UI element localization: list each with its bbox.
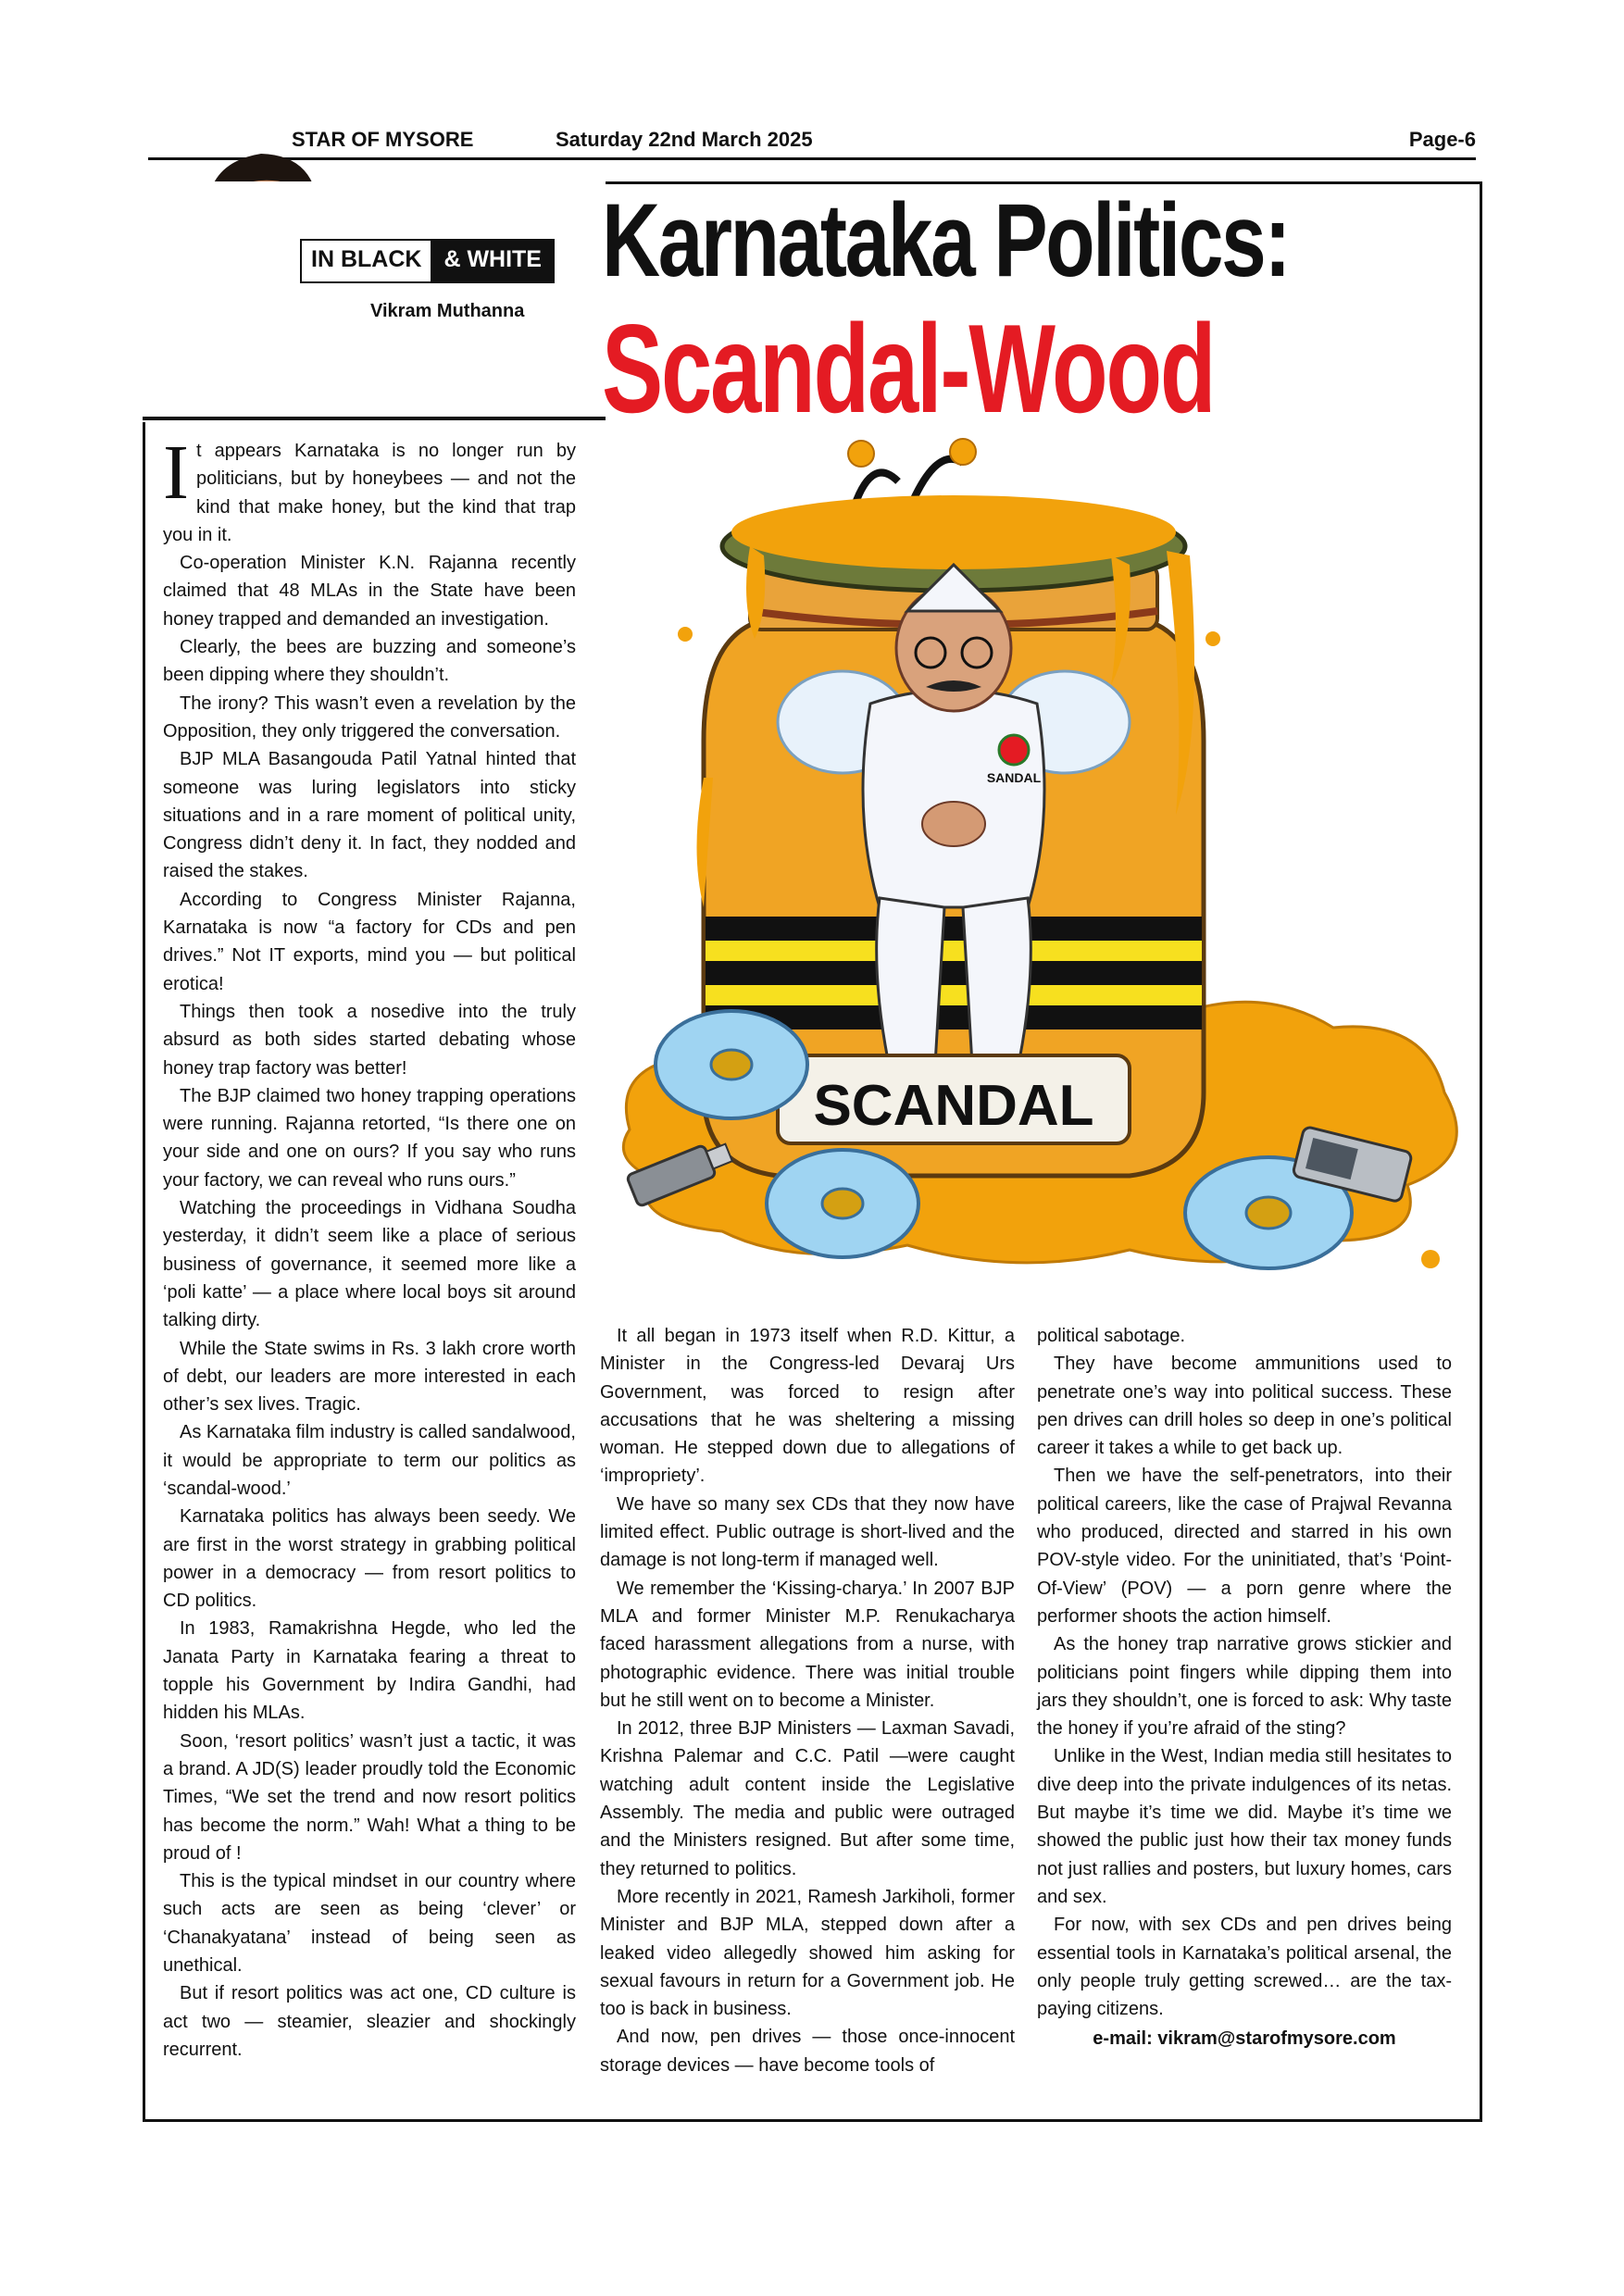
- article-paragraph: Things then took a nosedive into the truly absurd as both sides started debating whose honey trap factory was better!: [163, 1001, 576, 1079]
- article-paragraph: More recently in 2021, Ramesh Jarkiholi, former Minister and BJP MLA, stepped down after a leaked video allegedly showed him asking for sexual favours in return for a Government job. He too is back in business.: [600, 1886, 1015, 2020]
- author-byline: Vikram Muthanna: [370, 301, 525, 321]
- article-paragraph: Then we have the self-penetrators, into their political careers, like the case of Prajwal Revanna who produced, directed and starred in his own POV-style video. For the uninitiated, that’s ‘Point-Of-View’ (POV) — a porn genre where the performer shoots the action himself.: [1037, 1466, 1452, 1627]
- article-paragraph: We remember the ‘Kissing-charya.’ In 2007 BJP MLA and former Minister M.P. Renukacharya faced harassment allegations from a nurse, with photographic evidence. There was initial trouble but he still went on to become a Minister.: [600, 1578, 1015, 1711]
- article-paragraph: The BJP claimed two honey trapping operations were running. Rajanna retorted, “Is there one on your side and one on ours? If you say who runs your factory, we can reveal who runs ours.”: [163, 1085, 576, 1191]
- column-tag-light: IN BLACK: [302, 241, 434, 281]
- page-number: Page-6: [1408, 128, 1476, 151]
- article-paragraph: According to Congress Minister Rajanna, Karnataka is now “a factory for CDs and pen drives.” Not IT exports, mind you — but political erotica!: [163, 889, 576, 994]
- article-paragraph: They have become ammunitions used to penetrate one’s way into political success. These pen drives can drill holes so deep in one’s political career it takes a while to get back up.: [1037, 1354, 1452, 1459]
- article-paragraph: But if resort politics was act one, CD culture is act two — steamier, sleazier and shockingly recurrent.: [163, 1983, 576, 2060]
- column-tag-dark: & WHITE: [434, 241, 553, 281]
- article-paragraph: Unlike in the West, Indian media still hesitates to dive deep into the private indulgences of its netas. But maybe it’s time we did. Maybe it’s time we showed the public just how their tax money funds not just rallies and posters, but luxury homes, cars and sex.: [1037, 1746, 1452, 1907]
- article-paragraph: For now, with sex CDs and pen drives being essential tools in Karnataka’s political arsenal, the only people truly getting screwed… are the tax-paying citizens.: [1037, 1915, 1452, 2020]
- article-paragraph: This is the typical mindset in our country where such acts are seen as being ‘clever’ or ‘Chanakyatana’ instead of being seen as unethical.: [163, 1871, 576, 1977]
- article-column-1: [163, 430, 576, 2064]
- author-email: e-mail: vikram@starofmysore.com: [1093, 2028, 1396, 2050]
- headline-line-1: Karnataka Politics:: [602, 182, 1290, 298]
- article-paragraph: Watching the proceedings in Vidhana Soudha yesterday, it didn’t seem like a place of serious business of governance, it seemed more like a ‘poli katte’ — a place where local boys sit around talking dirty.: [163, 1198, 576, 1331]
- publication-name: STAR OF MYSORE: [292, 128, 474, 151]
- jar-label-text: SCANDAL: [813, 1074, 1094, 1138]
- article-column-3: [1037, 1322, 1452, 2053]
- article-paragraph: It appears Karnataka is no longer run by politicians, but by honeybees — and not the kind that make honey, but the kind that trap you in it.: [163, 430, 576, 545]
- drop-cap: I: [163, 430, 189, 516]
- antenna-ball-right: [950, 439, 976, 465]
- cd-disc-left-top: [656, 1011, 807, 1118]
- article-paragraph: In 1983, Ramakrishna Hegde, who led the Janata Party in Karnataka fearing a threat to topple his Government by Indira Gandhi, had hidden his MLAs.: [163, 1618, 576, 1724]
- article-paragraph: The irony? This wasn’t even a revelation by the Opposition, they only triggered the conversation.: [163, 693, 576, 742]
- politician-kurta: [863, 690, 1044, 907]
- cd-disc-left-bottom: [767, 1150, 918, 1257]
- article-paragraph: Co-operation Minister K.N. Rajanna recently claimed that 48 MLAs in the State have been honey trapped and demanded an investigation.: [163, 553, 576, 630]
- article-paragraph: And now, pen drives — those once-innocent storage devices — have become tools of: [600, 2027, 1015, 2076]
- antenna-ball-left: [848, 441, 874, 467]
- article-paragraph: As Karnataka film industry is called sandalwood, it would be appropriate to term our politics as ‘scandal-wood.’: [163, 1422, 576, 1499]
- article-paragraph: Soon, ‘resort politics’ wasn’t just a tactic, it was a brand. A JD(S) leader proudly told the Economic Times, “We set the trend and now resort politics has become the norm.” Wah! What a thing to be proud of !: [163, 1730, 576, 1864]
- article-paragraph: We have so many sex CDs that they now have limited effect. Public outrage is short-lived and the damage is not long-term if managed well.: [600, 1493, 1015, 1571]
- article-paragraph: political sabotage.: [1037, 1326, 1186, 1346]
- honey-jar-cartoon: [593, 426, 1481, 1296]
- article-paragraph: Karnataka politics has always been seedy. We are first in the worst strategy in grabbing political power in a democracy — from resort politics to CD politics.: [163, 1506, 576, 1612]
- article-paragraph: As the honey trap narrative grows stickier and politicians point fingers while dipping them into jars they shouldn’t, one is forced to ask: Why taste the honey if you’re afraid of the sting?: [1037, 1634, 1452, 1740]
- article-column-2: [600, 1322, 1015, 2079]
- column-tag: [300, 239, 555, 283]
- article-paragraph: It all began in 1973 itself when R.D. Kittur, a Minister in the Congress-led Devaraj Urs Government, was forced to resign after accusations that he was sheltering a missing woman. He stepped down due to allegations of ‘impropriety’.: [600, 1326, 1015, 1487]
- article-paragraph: While the State swims in Rs. 3 lakh crore worth of debt, our leaders are more interested in each other’s sex lives. Tragic.: [163, 1338, 576, 1416]
- badge-text: SANDAL: [986, 770, 1042, 785]
- article-paragraph: In 2012, three BJP Ministers — Laxman Savadi, Krishna Palemar and C.C. Patil —were caught watching adult content inside the Legislative Assembly. The media and public were outraged and the Ministers resigned. But after some time, they returned to politics.: [600, 1718, 1015, 1879]
- issue-date: Saturday 22nd March 2025: [556, 128, 813, 151]
- article-paragraph: Clearly, the bees are buzzing and someone’s been dipping where they shouldn’t.: [163, 637, 576, 686]
- article-paragraph: BJP MLA Basangouda Patil Yatnal hinted that someone was luring legislators into sticky situations and in a rare moment of political unity, Congress didn’t deny it. In fact, they nodded and raised the stakes.: [163, 749, 576, 882]
- headline-line-2: Scandal-Wood: [602, 298, 1215, 439]
